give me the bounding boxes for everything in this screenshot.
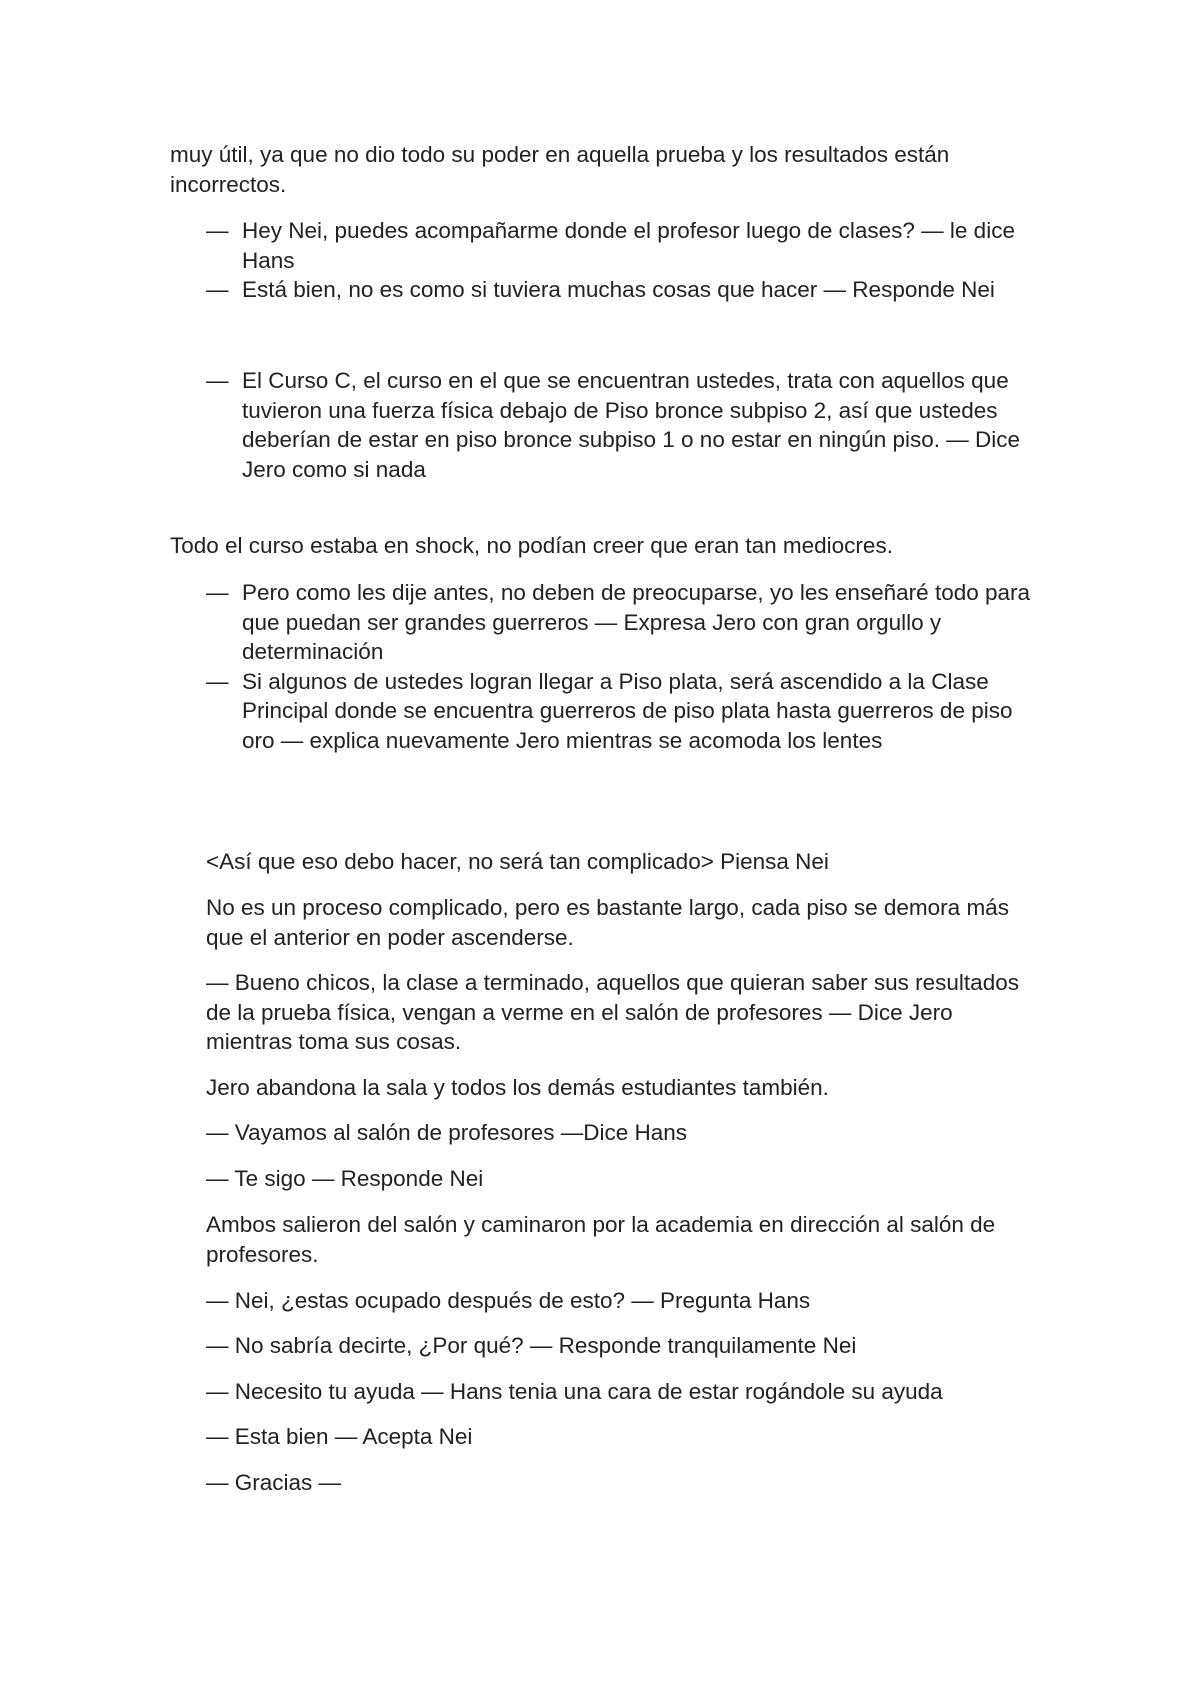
paragraph-process: No es un proceso complicado, pero es bastante largo, cada piso se demora más que el anterior en poder ascenderse.	[206, 895, 1009, 950]
dash-bullet: —	[206, 218, 229, 243]
paragraph-thought: <Así que eso debo hacer, no será tan complicado> Piensa Nei	[206, 849, 829, 874]
list-item	[206, 366, 1036, 484]
paragraph-dialogue: — Gracias —	[206, 1470, 342, 1495]
dash-bullet: —	[206, 668, 229, 694]
paragraph-walk: Ambos salieron del salón y caminaron por la academia en dirección al salón de profesores.	[206, 1212, 996, 1267]
paragraph-dialogue: — Te sigo — Responde Nei	[206, 1166, 484, 1191]
paragraph-dialogue: — Nei, ¿estas ocupado después de esto? — Pregunta Hans	[206, 1288, 811, 1313]
paragraph-dialogue: — No sabría decirte, ¿Por qué? — Responde tranquilamente Nei	[206, 1333, 857, 1358]
dialogue-list-3	[206, 578, 1036, 755]
paragraph-jero-leaves: Jero abandona la sala y todos los demás estudiantes también.	[206, 1075, 829, 1100]
dash-bullet: —	[206, 368, 229, 393]
paragraph-dialogue: — Vayamos al salón de profesores —Dice Hans	[206, 1120, 688, 1145]
list-item-text: El Curso C, el curso en el que se encuentran ustedes, trata con aquellos que tuvieron una fuerza física debajo de Piso bronce subpiso 2, así que ustedes deberían de estar en piso bronce subpiso 1 o no estar en ningún piso. — Dice Jero como si nada	[242, 368, 1020, 482]
list-item-text: Hey Nei, puedes acompañarme donde el profesor luego de clases? — le dice Hans	[242, 218, 1015, 273]
dash-bullet: —	[206, 580, 229, 605]
list-item	[206, 216, 1036, 275]
paragraph-dialogue: — Esta bien — Acepta Nei	[206, 1424, 473, 1449]
list-item	[206, 275, 1036, 305]
list-item	[206, 667, 1036, 756]
dash-bullet: —	[206, 277, 229, 302]
paragraph-dialogue: — Necesito tu ayuda — Hans tenia una cara de estar rogándole su ayuda	[206, 1379, 943, 1404]
list-item	[206, 578, 1036, 667]
dialogue-list-2	[206, 366, 1036, 484]
list-item-text: Está bien, no es como si tuviera muchas cosas que hacer — Responde Nei	[242, 277, 995, 302]
paragraph-intro: muy útil, ya que no dio todo su poder en aquella prueba y los resultados están incorrectos.	[170, 142, 950, 197]
paragraph-class-ended: — Bueno chicos, la clase a terminado, aquellos que quieran saber sus resultados de la prueba física, vengan a verme en el salón de profesores — Dice Jero mientras toma sus cosas.	[206, 970, 1019, 1054]
dialogue-list-1	[206, 216, 1036, 305]
list-item-text: Pero como les dije antes, no deben de preocuparse, yo les enseñaré todo para que puedan ser grandes guerreros — Expresa Jero con gran orgullo y determinación	[242, 580, 1031, 664]
paragraph-shock: Todo el curso estaba en shock, no podían creer que eran tan mediocres.	[170, 533, 893, 558]
list-item-text: Si algunos de ustedes logran llegar a Piso plata, será ascendido a la Clase Principal donde se encuentra guerreros de piso plata hasta guerreros de piso oro — explica nuevamente Jero mientras se acomoda los lentes	[242, 668, 1013, 753]
